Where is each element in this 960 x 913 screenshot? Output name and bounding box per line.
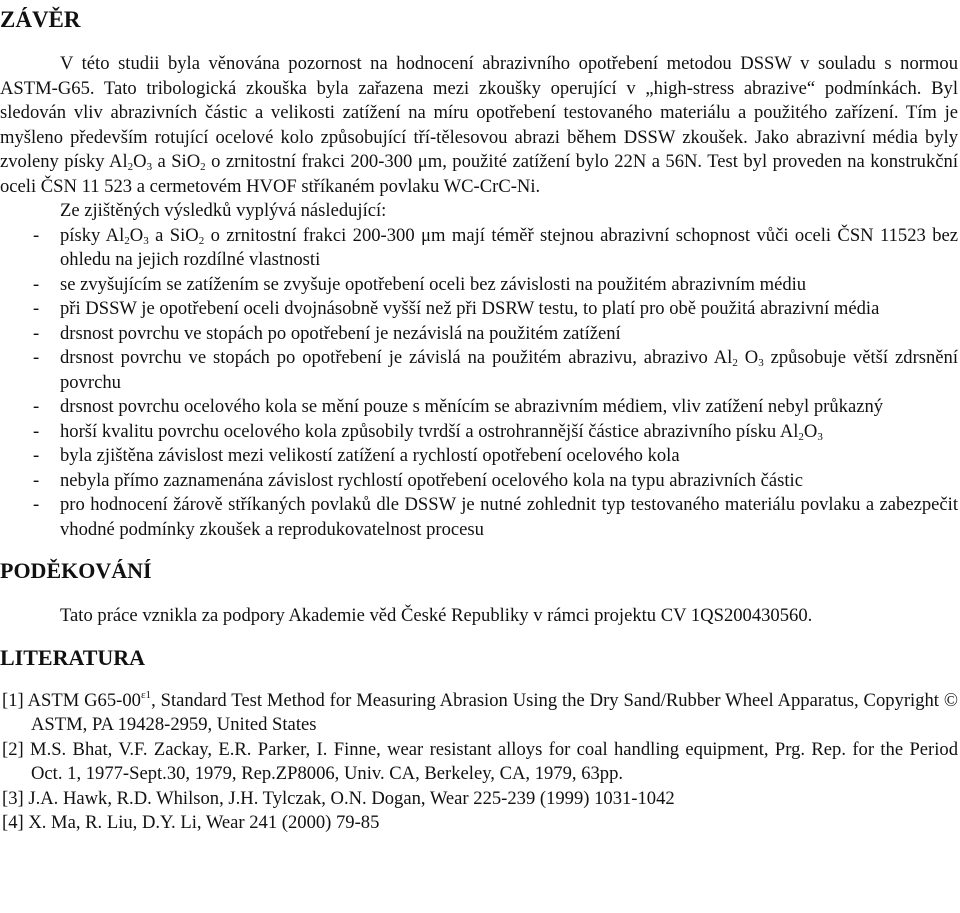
dash-bullet: - [33,347,40,368]
item-text: způsobuje větší zdrsnění povrchu [60,347,959,393]
item-text: se zvyšujícím se zatížením se zvyšuje opotřebení oceli bez závislosti na použitém abrazivním médiu [60,273,807,295]
item-text: O [737,347,759,368]
item-text: písky Al [60,224,125,246]
item-text: drsnost povrchu ve stopách po opotřebení je nezávislá na použitém zatížení [60,322,621,344]
dash-bullet: - [33,322,40,344]
subscript: 2 [127,161,134,173]
dash-bullet: - [33,273,40,295]
list-item [0,493,958,542]
reference-text: [2] M.S. Bhat, V.F. Zackay, E.R. Parker, I. Finne, wear resistant alloys for coal handling equipment, Prg. Rep. for the Period Oct. 1, 1977-Sept.30, 1979, Rep.ZP8006, Univ. CA, Berkeley, CA, 1979, 63pp. [2,738,958,784]
subscript: 2 [798,430,804,443]
list-item [0,469,958,494]
literature-heading: LITERATURA [0,644,146,670]
results-list [0,224,958,543]
reference-text: [4] X. Ma, R. Liu, D.Y. Li, Wear 241 (2000) 79-85 [2,812,380,833]
conclusion-paragraph [0,52,958,199]
subscript: 2 [200,161,206,173]
list-item [0,444,958,469]
list-item [0,224,958,273]
reference-text: [3] J.A. Hawk, R.D. Whilson, J.H. Tylczak, O.N. Dogan, Wear 225-239 (1999) 1031-1042 [2,787,675,809]
results-intro: Ze zjištěných výsledků vyplývá následující: [60,200,387,221]
list-item [0,273,958,298]
reference-item [2,738,958,787]
dash-bullet: - [33,298,40,319]
dash-bullet: - [33,469,40,491]
list-item [0,322,958,347]
conclusion-heading: ZÁVĚR [0,7,81,32]
subscript: 2 [198,234,205,247]
dash-bullet: - [33,420,40,442]
item-text: o zrnitostní frakci 200-300 μm mají téměř stejnou abrazivní schopnost vůči oceli ČSN 11523 bez ohledu na jejich rozdílné vlastnosti [60,224,958,270]
list-item [0,395,958,420]
subscript: 3 [146,161,153,173]
item-text: horší kvalitu povrchu ocelového kola způsobily tvrdší a ostrohrannější částice abrazivního písku Al [60,420,799,442]
item-text: byla zjištěna závislost mezi velikostí zatížení a rychlostí opotřebení ocelového kola [60,445,680,466]
item-text: O [129,224,144,246]
paragraph-text: o zrnitostní frakci 200-300 μm, použité zatížení bylo 22N a 56N. Test byl proveden na konstrukční oceli ČSN 11 523 a cermetovém HVOF stříkaném povlaku WC-CrC-Ni. [0,151,958,197]
subscript: 2 [732,357,738,369]
subscript: 3 [817,430,823,443]
acknowledgement-text: Tato práce vznikla za podpory Akademie věd České Republiky v rámci projektu CV 1QS200430560. [60,605,813,626]
item-text: drsnost povrchu ve stopách po opotřebení je závislá na použitém abrazivu, abrazivo Al [60,347,733,368]
reference-item [2,689,958,738]
reference-list [0,689,958,836]
reference-text: [1] ASTM G65-00 [2,689,141,711]
reference-item [2,787,958,812]
subscript: 3 [143,234,149,247]
dash-bullet: - [33,396,40,417]
list-item [0,346,958,395]
subscript: 3 [758,357,764,369]
dash-bullet: - [33,494,40,515]
subscript: 2 [124,234,130,247]
paragraph-text: V této studii byla věnována pozornost na hodnocení abrazivního opotřebení metodou DSSW v souladu s normou ASTM-G65. Tato tribologická zkouška byla zařazena mezi zkoušky operující v „high-stress abrazive“ podmínkách. Byl sledován vliv abrazivních částic a velikosti zatížení na míru opotřebení testovaného materiálu a použitého zařízení. Tím je myšleno především rotující ocelové kolo způsobující tří-tělesovou abrazi během DSSW zkoušek. Jako abrazivní média byly zvoleny písky Al [0,53,958,172]
item-text: drsnost povrchu ocelového kola se mění pouze s měnícím se abrazivním médiem, vliv zatížení nebyl průkazný [60,396,884,417]
item-text: pro hodnocení žárově stříkaných povlaků dle DSSW je nutné zohlednit typ testovaného materiálu povlaku a zabezpečit vhodné podmínky zkoušek a reprodukovatelnost procesu [60,494,958,540]
item-text: nebyla přímo zaznamenána závislost rychlostí opotřebení ocelového kola na typu abrazivních částic [60,469,803,491]
paragraph-text: O [133,151,147,172]
superscript: ε1 [140,688,152,701]
reference-item [2,811,958,836]
list-item [0,420,958,445]
reference-text: , Standard Test Method for Measuring Abrasion Using the Dry Sand/Rubber Wheel Apparatus, Copyright © ASTM, PA 19428-2959, United States [31,689,958,735]
list-item [0,297,958,322]
item-text: a SiO [148,224,199,246]
dash-bullet: - [33,224,40,246]
acknowledgement-heading: PODĚKOVÁNÍ [0,558,152,583]
item-text: při DSSW je opotřebení oceli dvojnásobně vyšší než při DSRW testu, to platí pro obě použitá abrazivní média [60,298,880,319]
dash-bullet: - [33,445,40,466]
item-text: O [803,420,818,442]
paragraph-text: a SiO [152,151,201,172]
